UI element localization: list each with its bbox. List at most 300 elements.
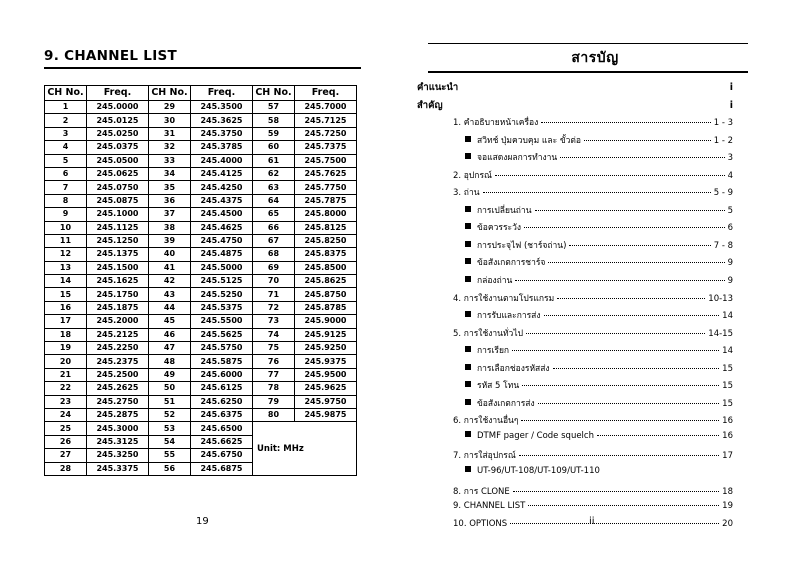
channel-number-cell: 6 xyxy=(45,167,87,180)
table-row xyxy=(45,408,357,421)
frequency-cell: 245.9250 xyxy=(295,342,357,355)
frequency-cell: 245.4250 xyxy=(191,181,253,194)
square-bullet-icon xyxy=(465,276,471,282)
channel-number-cell: 33 xyxy=(149,154,191,167)
left-page xyxy=(0,0,396,567)
frequency-cell: 245.2875 xyxy=(87,408,149,421)
table-row xyxy=(45,141,357,154)
table-row xyxy=(45,127,357,140)
channel-number-cell: 1 xyxy=(45,101,87,114)
table-row xyxy=(45,328,357,341)
frequency-cell: 245.5125 xyxy=(191,275,253,288)
table-row xyxy=(45,422,357,435)
toc-entry xyxy=(417,466,733,484)
channel-number-cell: 55 xyxy=(149,449,191,462)
dot-leader xyxy=(513,491,719,492)
frequency-cell: 245.8250 xyxy=(295,234,357,247)
toc-entry xyxy=(417,220,733,238)
channel-number-cell: 75 xyxy=(253,342,295,355)
square-bullet-icon xyxy=(465,399,471,405)
frequency-cell: 245.9375 xyxy=(295,355,357,368)
channel-number-cell: 14 xyxy=(45,275,87,288)
frequency-cell: 245.5000 xyxy=(191,261,253,274)
toc-entry-label: 8. การ CLONE xyxy=(453,486,510,497)
header-freq: Freq. xyxy=(191,86,253,101)
toc-entry-label: 9. CHANNEL LIST xyxy=(453,501,526,512)
toc-entry-label: รหัส 5 โทน xyxy=(477,381,520,392)
frequency-cell: 245.5875 xyxy=(191,355,253,368)
toc-entry xyxy=(417,378,733,396)
table-row xyxy=(45,301,357,314)
toc-entry xyxy=(417,431,733,449)
table-row xyxy=(45,261,357,274)
toc-entry-page: 5 xyxy=(727,205,733,216)
frequency-cell: 245.7000 xyxy=(295,101,357,114)
frequency-cell: 245.3125 xyxy=(87,435,149,448)
frequency-cell: 245.6375 xyxy=(191,408,253,421)
dot-leader xyxy=(515,280,724,281)
toc-entry xyxy=(417,343,733,361)
channel-number-cell: 42 xyxy=(149,275,191,288)
toc-entry xyxy=(417,115,733,133)
header-ch-no: CH No. xyxy=(45,86,87,101)
toc-entry-page: 16 xyxy=(722,430,733,441)
frequency-cell: 245.4875 xyxy=(191,248,253,261)
channel-number-cell: 35 xyxy=(149,181,191,194)
toc-entry-label: การเรียก xyxy=(477,346,510,357)
toc-entry-label: กล่องถ่าน xyxy=(477,276,513,287)
dot-leader xyxy=(512,350,719,351)
header-freq: Freq. xyxy=(295,86,357,101)
channel-number-cell: 73 xyxy=(253,315,295,328)
dot-leader xyxy=(557,298,705,299)
toc-entry-page: 16 xyxy=(722,416,733,427)
channel-number-cell: 15 xyxy=(45,288,87,301)
frequency-cell: 245.0750 xyxy=(87,181,149,194)
toc-entry-label: 7. การใส่อุปกรณ์ xyxy=(453,451,516,462)
table-row xyxy=(45,382,357,395)
toc-entry xyxy=(417,413,733,431)
table-row xyxy=(45,154,357,167)
channel-number-cell: 13 xyxy=(45,261,87,274)
dot-leader xyxy=(560,157,724,158)
toc-entry-page: 17 xyxy=(722,451,733,462)
toc-entry-label: การเลือกช่องรหัสส่ง xyxy=(477,363,550,374)
channel-number-cell: 21 xyxy=(45,368,87,381)
frequency-cell: 245.1625 xyxy=(87,275,149,288)
frequency-cell: 245.3000 xyxy=(87,422,149,435)
channel-number-cell: 68 xyxy=(253,248,295,261)
channel-number-cell: 2 xyxy=(45,114,87,127)
frequency-cell: 245.5500 xyxy=(191,315,253,328)
table-row xyxy=(45,315,357,328)
frequency-cell: 245.2750 xyxy=(87,395,149,408)
frequency-cell: 245.8000 xyxy=(295,208,357,221)
channel-list-title: 9. CHANNEL LIST xyxy=(44,48,178,64)
toc-entry-label: UT-96/UT-108/UT-109/UT-110 xyxy=(477,466,600,477)
top-rule xyxy=(428,43,748,44)
table-row xyxy=(45,368,357,381)
channel-number-cell: 79 xyxy=(253,395,295,408)
dot-leader xyxy=(528,505,719,506)
channel-number-cell: 8 xyxy=(45,194,87,207)
square-bullet-icon xyxy=(465,381,471,387)
channel-number-cell: 67 xyxy=(253,234,295,247)
toc-entry xyxy=(417,291,733,309)
toc-entry xyxy=(417,238,733,256)
dot-leader xyxy=(483,192,711,193)
channel-number-cell: 49 xyxy=(149,368,191,381)
frequency-cell: 245.4000 xyxy=(191,154,253,167)
frequency-cell: 245.6500 xyxy=(191,422,253,435)
frequency-cell: 245.0875 xyxy=(87,194,149,207)
channel-number-cell: 20 xyxy=(45,355,87,368)
dot-leader xyxy=(519,455,719,456)
channel-number-cell: 64 xyxy=(253,194,295,207)
frequency-cell: 245.0500 xyxy=(87,154,149,167)
header-ch-no: CH No. xyxy=(253,86,295,101)
toc-entry-page: 9 xyxy=(727,276,733,287)
toc-title: สารบัญ xyxy=(571,50,619,66)
square-bullet-icon xyxy=(465,136,471,142)
frequency-cell: 245.6875 xyxy=(191,462,253,475)
toc-entry-page: i xyxy=(729,82,733,93)
frequency-cell: 245.0000 xyxy=(87,101,149,114)
frequency-cell: 245.8785 xyxy=(295,301,357,314)
channel-number-cell: 47 xyxy=(149,342,191,355)
channel-number-cell: 40 xyxy=(149,248,191,261)
dot-leader xyxy=(544,315,720,316)
square-bullet-icon xyxy=(465,346,471,352)
dot-leader xyxy=(535,210,725,211)
frequency-cell: 245.7625 xyxy=(295,167,357,180)
frequency-cell: 245.7750 xyxy=(295,181,357,194)
frequency-cell: 245.6250 xyxy=(191,395,253,408)
frequency-cell: 245.6000 xyxy=(191,368,253,381)
frequency-cell: 245.2125 xyxy=(87,328,149,341)
table-row xyxy=(45,288,357,301)
channel-number-cell: 11 xyxy=(45,234,87,247)
frequency-cell: 245.5625 xyxy=(191,328,253,341)
toc-entry xyxy=(417,308,733,326)
channel-number-cell: 43 xyxy=(149,288,191,301)
frequency-cell: 245.2375 xyxy=(87,355,149,368)
frequency-cell: 245.3500 xyxy=(191,101,253,114)
square-bullet-icon xyxy=(465,364,471,370)
square-bullet-icon xyxy=(465,206,471,212)
toc-entry-page: i xyxy=(729,99,733,111)
frequency-cell: 245.7875 xyxy=(295,194,357,207)
dot-leader xyxy=(548,262,724,263)
channel-number-cell: 34 xyxy=(149,167,191,180)
toc-entry-label: ข้อสังเกตการชาร์จ xyxy=(477,258,546,269)
channel-number-cell: 69 xyxy=(253,261,295,274)
dot-leader xyxy=(597,435,719,436)
toc-entry-page: 6 xyxy=(727,223,733,234)
frequency-cell: 245.8125 xyxy=(295,221,357,234)
dot-leader xyxy=(510,523,719,524)
frequency-cell: 245.6625 xyxy=(191,435,253,448)
toc-entry-page: 15 xyxy=(722,398,733,409)
square-bullet-icon xyxy=(465,466,471,472)
square-bullet-icon xyxy=(465,153,471,159)
page-number: 19 xyxy=(196,516,209,527)
toc-entry xyxy=(417,484,733,502)
frequency-cell: 245.3625 xyxy=(191,114,253,127)
channel-number-cell: 32 xyxy=(149,141,191,154)
toc-entry xyxy=(417,98,733,116)
table-row xyxy=(45,208,357,221)
dot-leader xyxy=(584,140,711,141)
title-rule xyxy=(44,67,361,69)
dot-leader xyxy=(569,245,710,246)
frequency-cell: 245.7250 xyxy=(295,127,357,140)
toc-entry-label: 4. การใช้งานตามโปรแกรม xyxy=(453,293,555,304)
frequency-cell: 245.3250 xyxy=(87,449,149,462)
channel-number-cell: 57 xyxy=(253,101,295,114)
frequency-cell: 245.5375 xyxy=(191,301,253,314)
table-row xyxy=(45,101,357,114)
frequency-cell: 245.7500 xyxy=(295,154,357,167)
toc-entry xyxy=(417,203,733,221)
frequency-cell: 245.5750 xyxy=(191,342,253,355)
toc-entry xyxy=(417,501,733,519)
frequency-cell: 245.9125 xyxy=(295,328,357,341)
square-bullet-icon xyxy=(465,241,471,247)
toc-entry xyxy=(417,448,733,466)
channel-number-cell: 18 xyxy=(45,328,87,341)
channel-number-cell: 3 xyxy=(45,127,87,140)
channel-number-cell: 24 xyxy=(45,408,87,421)
channel-table xyxy=(44,85,357,476)
table-row xyxy=(45,221,357,234)
frequency-cell: 245.2625 xyxy=(87,382,149,395)
frequency-cell: 245.2000 xyxy=(87,315,149,328)
channel-number-cell: 16 xyxy=(45,301,87,314)
toc-entry-page: 14-15 xyxy=(708,328,733,339)
toc-entry-page: 7 - 8 xyxy=(713,240,733,251)
square-bullet-icon xyxy=(465,311,471,317)
toc-entry-page: 14 xyxy=(722,311,733,322)
table-row xyxy=(45,234,357,247)
toc-entry-label: การประจุไฟ (ชาร์จถ่าน) xyxy=(477,240,567,251)
channel-number-cell: 58 xyxy=(253,114,295,127)
table-row xyxy=(45,342,357,355)
channel-number-cell: 72 xyxy=(253,301,295,314)
channel-number-cell: 52 xyxy=(149,408,191,421)
dot-leader xyxy=(553,368,720,369)
dot-leader xyxy=(526,333,705,334)
frequency-cell: 245.9750 xyxy=(295,395,357,408)
frequency-cell: 245.4125 xyxy=(191,167,253,180)
channel-number-cell: 44 xyxy=(149,301,191,314)
toc-entry-page: 14 xyxy=(722,346,733,357)
channel-number-cell: 45 xyxy=(149,315,191,328)
frequency-cell: 245.1875 xyxy=(87,301,149,314)
channel-number-cell: 23 xyxy=(45,395,87,408)
channel-number-cell: 38 xyxy=(149,221,191,234)
channel-number-cell: 70 xyxy=(253,275,295,288)
channel-number-cell: 9 xyxy=(45,208,87,221)
toc-entry xyxy=(417,80,733,98)
table-of-contents xyxy=(417,80,733,536)
channel-number-cell: 53 xyxy=(149,422,191,435)
header-ch-no: CH No. xyxy=(149,86,191,101)
dot-leader xyxy=(495,175,725,176)
toc-entry-page: 18 xyxy=(722,486,733,497)
page-number: ii xyxy=(589,516,595,527)
frequency-cell: 245.8500 xyxy=(295,261,357,274)
toc-entry-page: 15 xyxy=(722,363,733,374)
channel-number-cell: 56 xyxy=(149,462,191,475)
frequency-cell: 245.4750 xyxy=(191,234,253,247)
frequency-cell: 245.4625 xyxy=(191,221,253,234)
channel-number-cell: 31 xyxy=(149,127,191,140)
channel-number-cell: 7 xyxy=(45,181,87,194)
channel-number-cell: 51 xyxy=(149,395,191,408)
frequency-cell: 245.9875 xyxy=(295,408,357,421)
toc-entry xyxy=(417,150,733,168)
toc-entry xyxy=(417,168,733,186)
channel-number-cell: 29 xyxy=(149,101,191,114)
toc-entry-page: 5 - 9 xyxy=(713,188,733,199)
toc-entry xyxy=(417,519,733,537)
channel-number-cell: 12 xyxy=(45,248,87,261)
channel-number-cell: 22 xyxy=(45,382,87,395)
toc-entry xyxy=(417,361,733,379)
channel-number-cell: 25 xyxy=(45,422,87,435)
frequency-cell: 245.0125 xyxy=(87,114,149,127)
channel-number-cell: 39 xyxy=(149,234,191,247)
channel-number-cell: 26 xyxy=(45,435,87,448)
toc-entry xyxy=(417,396,733,414)
toc-entry-label: 1. คำอธิบายหน้าเครื่อง xyxy=(453,118,539,129)
header-freq: Freq. xyxy=(87,86,149,101)
frequency-cell: 245.9500 xyxy=(295,368,357,381)
toc-entry-page: 15 xyxy=(722,381,733,392)
dot-leader xyxy=(541,122,710,123)
toc-entry-label: ข้อควรระวัง xyxy=(477,223,521,234)
channel-number-cell: 65 xyxy=(253,208,295,221)
channel-number-cell: 50 xyxy=(149,382,191,395)
dot-leader xyxy=(521,420,719,421)
frequency-cell: 245.1125 xyxy=(87,221,149,234)
channel-number-cell: 74 xyxy=(253,328,295,341)
toc-entry-page: 19 xyxy=(722,501,733,512)
channel-number-cell: 5 xyxy=(45,154,87,167)
channel-number-cell: 36 xyxy=(149,194,191,207)
frequency-cell: 245.2250 xyxy=(87,342,149,355)
toc-entry-label: การเปลี่ยนถ่าน xyxy=(477,205,532,216)
table-row xyxy=(45,167,357,180)
frequency-cell: 245.7125 xyxy=(295,114,357,127)
frequency-cell: 245.4500 xyxy=(191,208,253,221)
frequency-cell: 245.1375 xyxy=(87,248,149,261)
frequency-cell: 245.5250 xyxy=(191,288,253,301)
frequency-cell: 245.3750 xyxy=(191,127,253,140)
toc-entry-label: DTMF pager / Code squelch xyxy=(477,430,594,441)
frequency-cell: 245.1000 xyxy=(87,208,149,221)
channel-number-cell: 17 xyxy=(45,315,87,328)
frequency-cell: 245.4375 xyxy=(191,194,253,207)
channel-number-cell: 59 xyxy=(253,127,295,140)
frequency-cell: 245.7375 xyxy=(295,141,357,154)
toc-entry-label: 3. ถ่าน xyxy=(453,188,480,199)
toc-entry-label: สำคัญ xyxy=(417,99,443,111)
frequency-cell: 245.3375 xyxy=(87,462,149,475)
right-page xyxy=(397,0,793,567)
toc-entry-label: ข้อสังเกตการส่ง xyxy=(477,398,535,409)
toc-entry-page: 10-13 xyxy=(708,293,733,304)
table-row xyxy=(45,355,357,368)
toc-entry-label: 6. การใช้งานอื่นๆ xyxy=(453,416,519,427)
toc-entry xyxy=(417,255,733,273)
channel-number-cell: 60 xyxy=(253,141,295,154)
table-row xyxy=(45,395,357,408)
toc-entry xyxy=(417,185,733,203)
frequency-cell: 245.6125 xyxy=(191,382,253,395)
channel-number-cell: 48 xyxy=(149,355,191,368)
channel-number-cell: 80 xyxy=(253,408,295,421)
toc-entry-page: 4 xyxy=(727,170,733,181)
toc-entry-page: 20 xyxy=(722,518,733,529)
channel-number-cell: 71 xyxy=(253,288,295,301)
channel-number-cell: 61 xyxy=(253,154,295,167)
frequency-cell: 245.2500 xyxy=(87,368,149,381)
toc-entry-label: จอแสดงผลการทำงาน xyxy=(477,153,558,164)
table-row xyxy=(45,181,357,194)
table-row xyxy=(45,194,357,207)
toc-entry-label: สวิทช์ ปุ่มควบคุม และ ขั้วต่อ xyxy=(477,135,582,146)
channel-number-cell: 62 xyxy=(253,167,295,180)
toc-entry-label: 10. OPTIONS xyxy=(453,518,508,529)
toc-entry-label: 2. อุปกรณ์ xyxy=(453,170,492,181)
toc-entry xyxy=(417,133,733,151)
channel-number-cell: 37 xyxy=(149,208,191,221)
frequency-cell: 245.8375 xyxy=(295,248,357,261)
channel-number-cell: 54 xyxy=(149,435,191,448)
table-row xyxy=(45,248,357,261)
frequency-cell: 245.0375 xyxy=(87,141,149,154)
toc-entry-page: 1 - 2 xyxy=(713,135,733,146)
toc-entry xyxy=(417,273,733,291)
channel-number-cell: 4 xyxy=(45,141,87,154)
dot-leader xyxy=(522,385,719,386)
channel-number-cell: 10 xyxy=(45,221,87,234)
toc-entry-page: 1 - 3 xyxy=(713,118,733,129)
frequency-cell: 245.6750 xyxy=(191,449,253,462)
frequency-cell: 245.8625 xyxy=(295,275,357,288)
unit-note: Unit: MHz xyxy=(253,422,357,476)
channel-number-cell: 41 xyxy=(149,261,191,274)
square-bullet-icon xyxy=(465,431,471,437)
channel-number-cell: 19 xyxy=(45,342,87,355)
channel-number-cell: 63 xyxy=(253,181,295,194)
frequency-cell: 245.8750 xyxy=(295,288,357,301)
dot-leader xyxy=(524,227,725,228)
table-row xyxy=(45,275,357,288)
channel-number-cell: 30 xyxy=(149,114,191,127)
frequency-cell: 245.1250 xyxy=(87,234,149,247)
square-bullet-icon xyxy=(465,223,471,229)
channel-number-cell: 27 xyxy=(45,449,87,462)
dot-leader xyxy=(538,403,720,404)
toc-entry xyxy=(417,326,733,344)
toc-entry-page: 9 xyxy=(727,258,733,269)
square-bullet-icon xyxy=(465,258,471,264)
frequency-cell: 245.9625 xyxy=(295,382,357,395)
channel-number-cell: 28 xyxy=(45,462,87,475)
